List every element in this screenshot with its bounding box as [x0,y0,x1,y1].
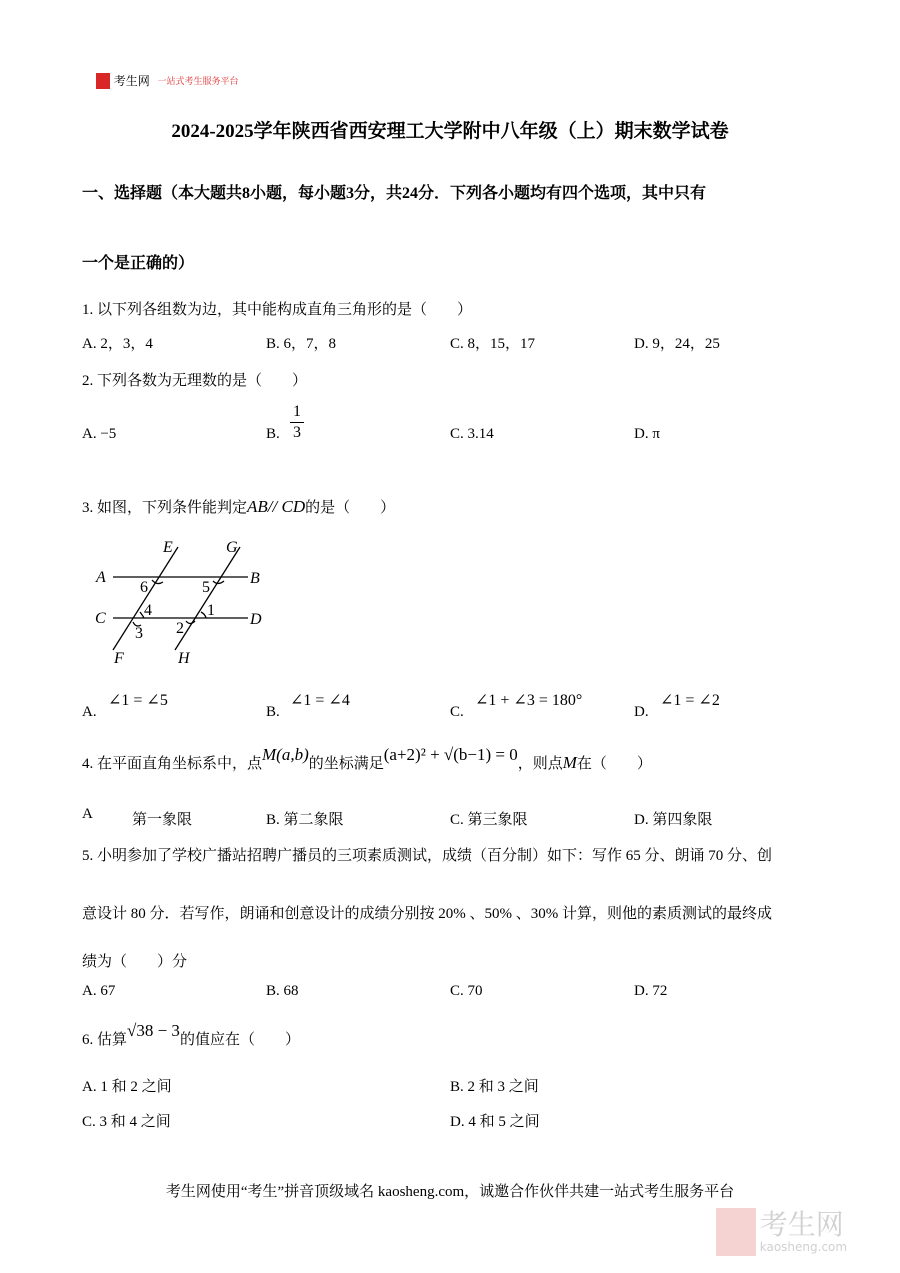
q4-stem-mid: 的坐标满足 [308,756,384,772]
q4-equation: (a+2)² + √(b−1) = 0 [383,745,518,764]
q4-stem: 4. 在平面直角坐标系中，点 [82,756,263,772]
question-4 [82,745,652,773]
q5-option-d: D. 72 [634,983,668,999]
q6-stem: 6. 估算 [82,1032,128,1048]
q4-stem-mid2: ，则点 [517,756,563,772]
question-5-line2: 意设计 80 分．若写作，朗诵和创意设计的成绩分别按 20% 、50% 、30% 计算，则他的素质测试的最终成 [82,906,772,922]
q1-option-d: D. 9，24，25 [634,336,720,352]
watermark-sub: kaosheng.com [759,1240,848,1254]
fraction-numerator: 1 [293,403,301,420]
label-a: A [96,569,106,586]
q2-option-c: C. 3.14 [450,426,494,442]
label-2: 2 [176,620,184,637]
question-6 [82,1021,300,1049]
q6-stem-end: 的值应在（ ） [179,1032,300,1048]
label-6: 6 [140,579,148,596]
q3-option-c-math: ∠1 + ∠3 = 180° [475,692,583,709]
watermark-icon [716,1208,756,1256]
q4-option-d: D. 第四象限 [634,812,713,828]
section-heading: 一、选择题（本大题共8小题，每小题3分，共24分．下列各小题均有四个选项，其中只有 [82,185,707,202]
q2-option-d: D. π [634,426,660,442]
q3-option-b-math: ∠1 = ∠4 [290,692,350,709]
q5-option-c: C. 70 [450,983,483,999]
label-e: E [163,539,173,556]
label-1: 1 [207,602,215,619]
logo-slogan: 一站式考生服务平台 [157,77,239,88]
q6-option-a: A. 1 和 2 之间 [82,1079,172,1095]
q4-option-a: 第一象限 [132,812,193,828]
q6-option-d: D. 4 和 5 之间 [450,1114,540,1130]
q6-option-c: C. 3 和 4 之间 [82,1114,171,1130]
q4-option-a-letter: A [82,806,93,822]
question-5-line3: 绩为（ ）分 [82,954,188,970]
section-heading-cont: 一个是正确的） [82,255,195,272]
q1-option-b: B. 6，7，8 [266,336,337,352]
q1-option-c: C. 8，15，17 [450,336,536,352]
q4-option-b: B. 第二象限 [266,812,344,828]
footer-text: 考生网使用“考生”拼音顶级域名 kaosheng.com，诚邀合作伙伴共建一站式考生服务平台 [165,1184,735,1200]
q2-option-a: A. −5 [82,426,117,442]
q6-expression: √38 − 3 [127,1021,180,1040]
q5-option-b: B. 68 [266,983,299,999]
question-5-line1: 5. 小明参加了学校广播站招聘广播员的三项素质测试，成绩（百分制）如下：写作 65 分、朗诵 70 分、创 [82,848,773,864]
label-5: 5 [202,579,210,596]
q3-option-c: C. [450,704,464,720]
watermark-text: 考生网 [759,1208,844,1241]
q3-stem-end: 的是（ ） [305,500,396,516]
label-d: D [250,611,262,628]
q3-option-a: A. [82,704,97,720]
q3-math: AB// CD [247,497,306,516]
angle-1-arc [201,612,206,618]
logo-text: 考生网 [113,74,150,89]
label-4: 4 [144,602,152,619]
fraction-denominator: 3 [290,422,304,443]
q4-option-c: C. 第三象限 [450,812,528,828]
q3-option-d: D. [634,704,649,720]
line-ef [113,547,178,650]
label-b: B [250,570,260,587]
page-title: 2024-2025学年陕西省西安理工大学附中八年级（上）期末数学试卷 [171,121,729,142]
q4-m: M [562,753,577,772]
q3-option-d-math: ∠1 = ∠2 [660,692,720,709]
label-c: C [95,610,106,627]
q4-point-m: M(a,b) [262,745,309,764]
q5-option-a: A. 67 [82,983,116,999]
q3-stem: 3. 如图，下列条件能判定 [82,500,248,516]
label-f: F [114,650,124,667]
question-1: 1. 以下列各组数为边，其中能构成直角三角形的是（ ） [82,302,473,318]
label-h: H [178,650,190,667]
q1-option-a: A. 2，3，4 [82,336,153,352]
angle-2-arc [186,621,195,624]
label-g: G [226,539,238,556]
q6-option-b: B. 2 和 3 之间 [450,1079,539,1095]
q2-option-b: B. [266,426,280,442]
watermark-logo [716,1208,847,1256]
q3-option-a-math: ∠1 = ∠5 [108,692,168,709]
q3-option-b: B. [266,704,280,720]
line-gh [175,547,240,650]
question-2: 2. 下列各数为无理数的是（ ） [82,373,308,389]
q4-stem-end: 在（ ） [576,756,652,772]
label-3: 3 [135,625,143,642]
